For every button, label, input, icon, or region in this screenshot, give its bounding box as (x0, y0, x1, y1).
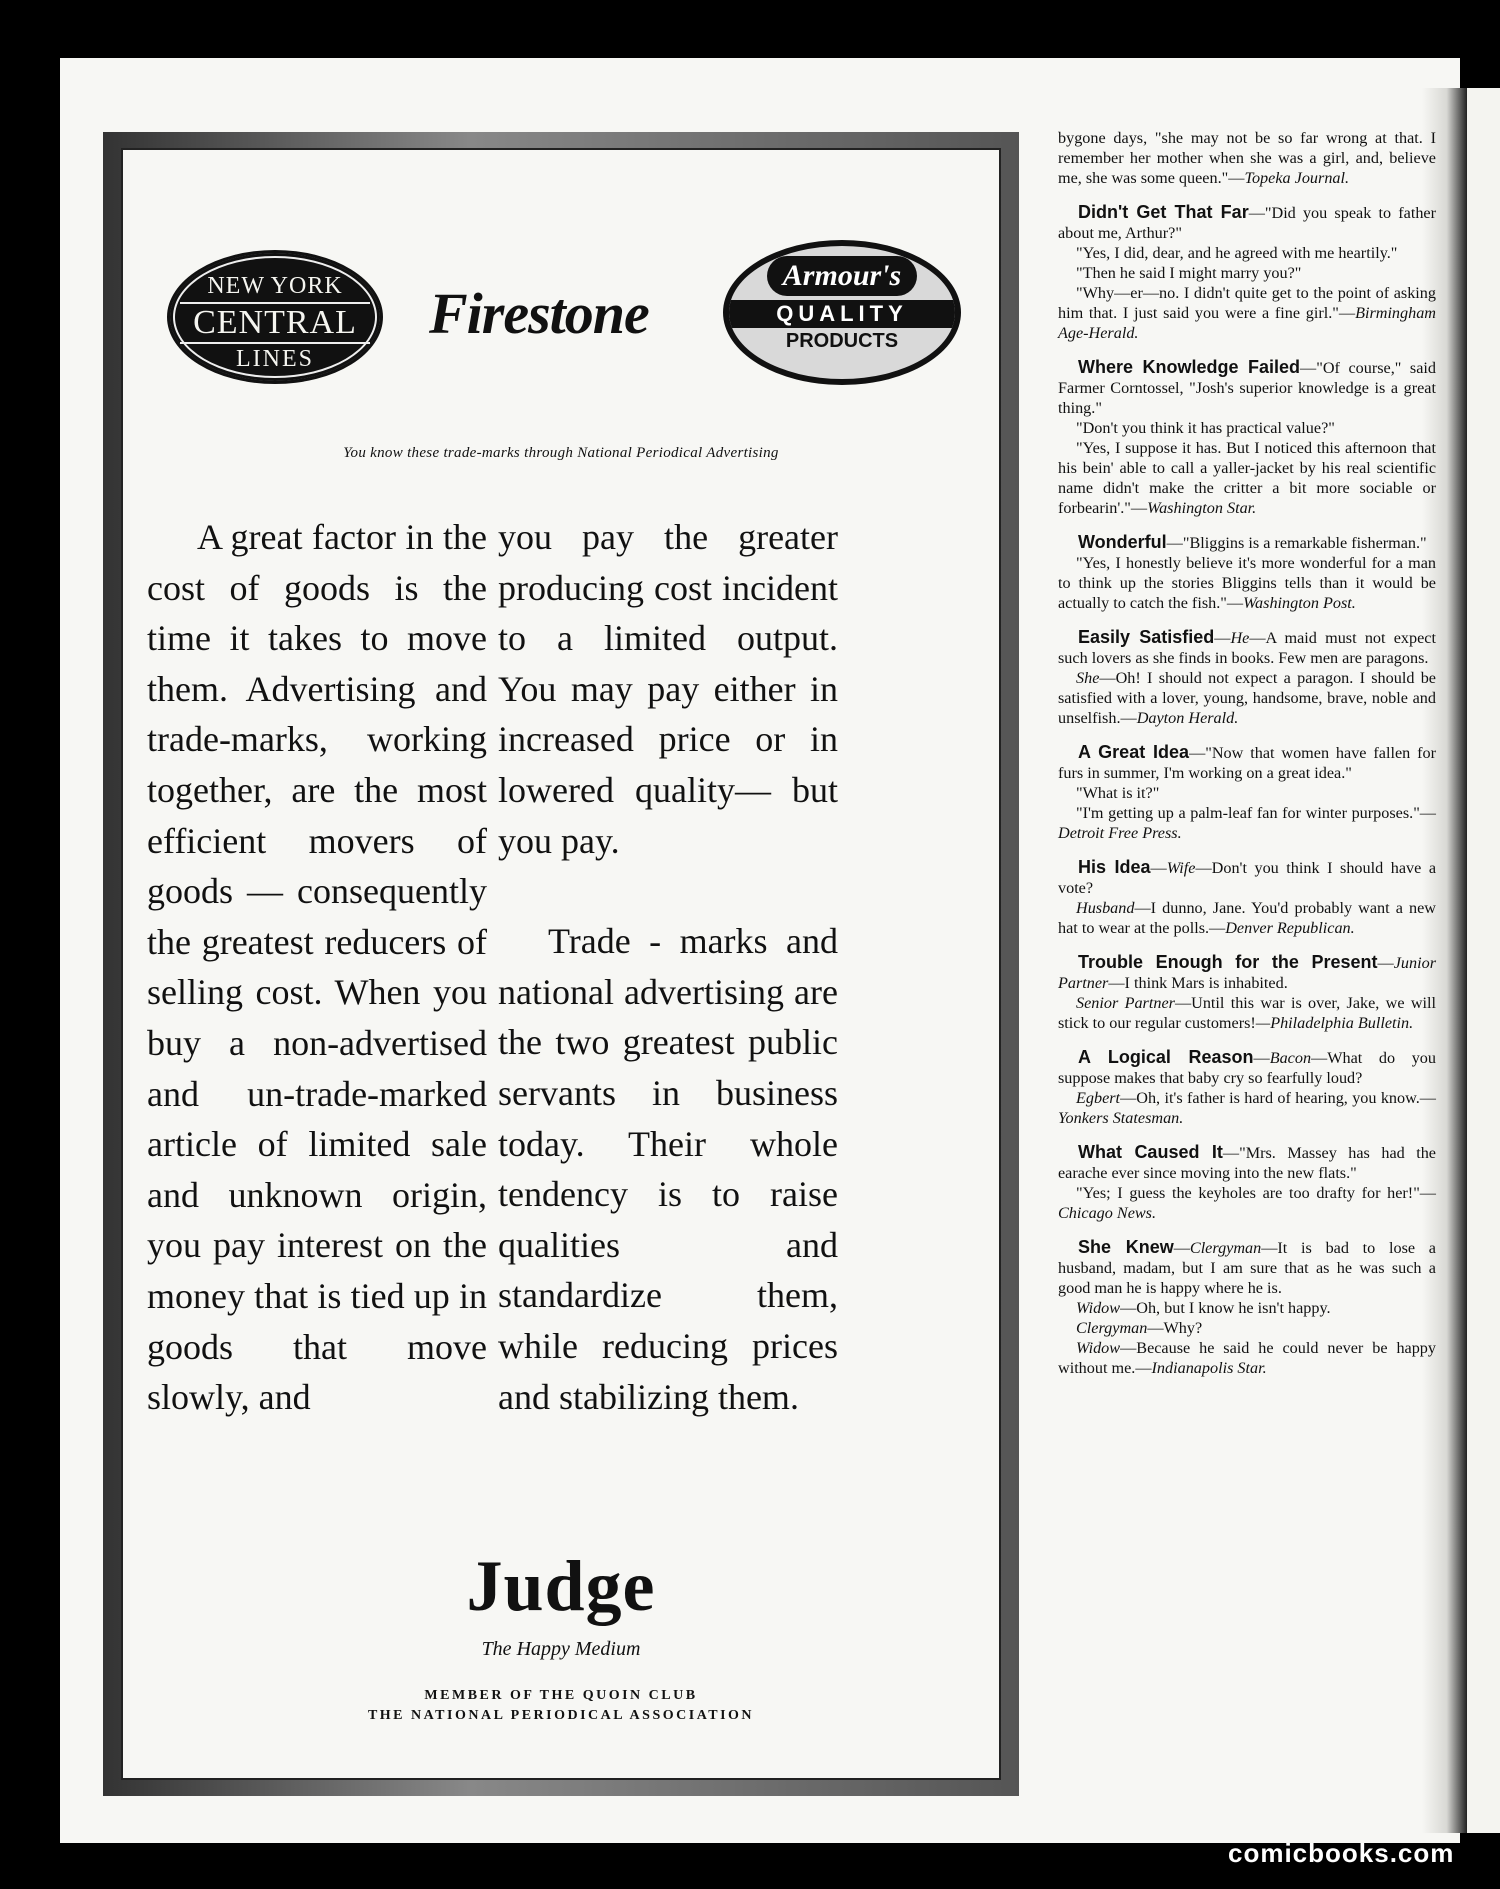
joke-his-idea (1058, 857, 1436, 938)
joke-a-logical-reason (1058, 1047, 1436, 1128)
joke-text (1058, 1318, 1436, 1338)
joke-body: "Then he said I might marry you?" (1076, 264, 1302, 282)
joke-source: Birmingham Age-Herald. (1058, 304, 1436, 342)
joke-speaker: She (1076, 669, 1100, 687)
joke-text (1058, 553, 1436, 613)
joke-text (1058, 1142, 1436, 1183)
joke-body: —"Mrs. Massey has had the earache ever since moving into the new flats." (1058, 1144, 1436, 1182)
advertisement-frame (103, 132, 1019, 1796)
armour-logo (723, 240, 961, 385)
joke-body: —It is bad to lose a husband, madam, but I am sure that as he was such a good man he is happy where he is. (1058, 1239, 1436, 1297)
firestone-logo: Firestone (429, 281, 649, 346)
joke-text (1058, 532, 1436, 553)
joke-text (1058, 357, 1436, 418)
joke-text (1058, 283, 1436, 343)
advertisement-panel (121, 148, 1001, 1780)
joke-easily-satisfied (1058, 627, 1436, 728)
joke-body: "Don't you think it has practical value?" (1076, 419, 1335, 437)
joke-title: A Logical Reason (1078, 1047, 1254, 1067)
joke-speaker: Bacon (1269, 1049, 1312, 1067)
joke-speaker: Wife (1166, 859, 1196, 877)
joke-body: —Oh, but I know he isn't happy. (1120, 1299, 1331, 1317)
joke-trouble-enough (1058, 952, 1436, 1033)
joke-text (1058, 857, 1436, 898)
adjacent-page-edge (1467, 88, 1500, 1833)
joke-body: —I think Mars is inhabited. (1108, 974, 1288, 992)
joke-title: What Caused It (1078, 1142, 1223, 1162)
nyc-logo-line1: NEW YORK (207, 273, 343, 299)
joke-source: Chicago News. (1058, 1204, 1157, 1222)
joke-what-caused-it (1058, 1142, 1436, 1223)
joke-text (1058, 668, 1436, 728)
membership-note (123, 1686, 999, 1726)
joke-body: —Oh, it's father is hard of hearing, you know.— (1120, 1089, 1436, 1107)
membership-line2: THE NATIONAL PERIODICAL ASSOCIATION (367, 1708, 755, 1723)
joke-speaker: He (1230, 629, 1250, 647)
jokes-column (1058, 128, 1436, 1392)
joke-text (1058, 993, 1436, 1033)
joke-text (1058, 1047, 1436, 1088)
joke-continued (1058, 128, 1436, 188)
ad-paragraph-1: A great factor in the cost of goods is the time it takes to move them. Advertising and trade-marks, working together, are the most efficient movers of goods — consequently the greatest reducers of selling cost. When you buy a non-advertised and un-trade-marked article of limited sale and unknown origin, you pay interest on the money that is tied up in goods that move slowly, and (147, 517, 487, 1418)
joke-a-great-idea (1058, 742, 1436, 843)
nyc-logo-line3: LINES (236, 346, 314, 372)
site-watermark: comicbooks.com (1228, 1838, 1455, 1868)
joke-title: His Idea (1078, 857, 1151, 877)
membership-line1: MEMBER OF THE QUOIN CLUB (424, 1688, 698, 1703)
joke-body: —What do you suppose makes that baby cry so fearfully loud? (1058, 1049, 1436, 1087)
joke-body: —"Did you speak to father about me, Arthur?" (1058, 204, 1436, 242)
ad-paragraph-3: Trade - marks and national advertising are the two greatest public servants in business today. Their whole tendency is to raise qualities and standardize them, while reducing prices and stabilizing them. (498, 921, 838, 1417)
ad-column-left (147, 512, 487, 1423)
joke-text (1058, 202, 1436, 243)
joke-body: —A maid must not expect such lovers as she finds in books. Few men are paragons. (1058, 629, 1436, 667)
joke-source: Denver Republican. (1225, 919, 1355, 937)
joke-text (1058, 438, 1436, 518)
joke-title: Easily Satisfied (1078, 627, 1215, 647)
joke-text (1058, 742, 1436, 783)
joke-body: "Yes, I suppose it has. But I noticed this afternoon that his bein' able to call a yaller-jacket by his real scientific name didn't make the critter a bit more sociable or forbearin'."— (1058, 439, 1436, 517)
armour-logo-line1: Armour's (767, 256, 917, 296)
armour-logo-line2: QUALITY (729, 300, 955, 328)
joke-body: —"Now that women have fallen for furs in summer, I'm working on a great idea." (1058, 744, 1436, 782)
joke-source: Indianapolis Star. (1151, 1359, 1267, 1377)
joke-where-knowledge-failed (1058, 357, 1436, 518)
joke-text (1058, 1088, 1436, 1128)
ad-tagline: You know these trade-marks through National Periodical Advertising (343, 445, 779, 461)
nyc-logo-line2: CENTRAL (180, 302, 370, 344)
joke-text (1058, 1298, 1436, 1318)
joke-body: —I dunno, Jane. You'd probably want a new hat to wear at the polls.— (1058, 899, 1436, 937)
joke-speaker: Widow (1076, 1339, 1121, 1357)
judge-logo: Judge (466, 1546, 656, 1626)
joke-dash: — (1253, 1049, 1270, 1067)
joke-wonderful (1058, 532, 1436, 613)
joke-dash: — (1150, 859, 1167, 877)
joke-text (1058, 898, 1436, 938)
joke-body: —Why? (1147, 1319, 1203, 1337)
joke-source: —Philadelphia Bulletin. (1255, 1014, 1414, 1032)
ad-column-right (498, 512, 838, 1422)
joke-dash: — (1214, 629, 1231, 647)
joke-body: —"Of course," said Farmer Corntossel, "Josh's superior knowledge is a great thing." (1058, 359, 1437, 417)
joke-body: —Until this war is over, Jake, we will stick to our regular customers! (1058, 994, 1436, 1032)
joke-body: —Oh! I should not expect a paragon. I should be satisfied with a lover, young, handsome, brave, noble and unselfish.— (1058, 669, 1436, 727)
joke-title: Wonderful (1078, 532, 1167, 552)
joke-speaker: Husband (1076, 899, 1135, 917)
joke-body: —"Bliggins is a remarkable fisherman." (1166, 534, 1427, 552)
joke-didnt-get-that-far (1058, 202, 1436, 343)
joke-text (1058, 803, 1436, 843)
joke-text (1058, 1237, 1436, 1298)
judge-slogan: The Happy Medium (481, 1638, 641, 1660)
joke-speaker: Senior Partner (1076, 994, 1175, 1012)
joke-speaker: Widow (1076, 1299, 1121, 1317)
joke-body: —Because he said he could never be happy without me.— (1058, 1339, 1436, 1377)
joke-text (1058, 1338, 1436, 1378)
joke-she-knew (1058, 1237, 1436, 1378)
joke-title: Where Knowledge Failed (1078, 357, 1301, 377)
joke-source: Washington Post. (1243, 594, 1356, 612)
joke-text (1058, 952, 1436, 993)
joke-body: "Yes, I honestly believe it's more wonderful for a man to think up the stories Bliggins tells than it would be actually to catch the fish."— (1058, 554, 1436, 612)
trademark-logos (123, 240, 999, 390)
joke-title: Didn't Get That Far (1078, 202, 1249, 222)
joke-text (1058, 1183, 1436, 1223)
joke-body: —Don't you think I should have a vote? (1058, 859, 1436, 897)
joke-source: Washington Star. (1147, 499, 1257, 517)
joke-body: "I'm getting up a palm-leaf fan for winter purposes."— (1076, 804, 1436, 822)
joke-body: bygone days, "she may not be so far wrong at that. I remember her mother when she was a girl, and, believe me, she was some queen."— (1058, 129, 1436, 187)
joke-body: "Why—er—no. I didn't quite get to the point of asking him that. I just said you were a fine girl."— (1058, 284, 1436, 322)
joke-dash: — (1173, 1239, 1190, 1257)
joke-body: "Yes, I did, dear, and he agreed with me heartily." (1076, 244, 1398, 262)
joke-source: Detroit Free Press. (1058, 824, 1182, 842)
joke-dash: — (1377, 954, 1394, 972)
armour-logo-line3: PRODUCTS (785, 330, 899, 352)
joke-source: Topeka Journal. (1244, 169, 1350, 187)
joke-speaker: Clergyman (1076, 1319, 1148, 1337)
joke-title: She Knew (1078, 1237, 1174, 1257)
joke-text (1058, 128, 1436, 188)
joke-title: Trouble Enough for the Present (1078, 952, 1378, 972)
joke-speaker: Junior Partner (1058, 954, 1436, 992)
joke-body: "What is it?" (1076, 784, 1160, 802)
joke-speaker: Egbert (1076, 1089, 1121, 1107)
joke-speaker: Clergyman (1189, 1239, 1262, 1257)
new-york-central-logo (167, 250, 383, 384)
joke-body: "Yes; I guess the keyholes are too drafty for her!"— (1076, 1184, 1436, 1202)
ad-paragraph-2: you pay the greater producing cost incident to a limited output. You may pay either in increased price or in lowered quality— but you pay. (498, 517, 838, 861)
joke-title: A Great Idea (1078, 742, 1190, 762)
joke-source: Yonkers Statesman. (1058, 1109, 1184, 1127)
joke-source: Dayton Herald. (1136, 709, 1239, 727)
joke-text (1058, 627, 1436, 668)
